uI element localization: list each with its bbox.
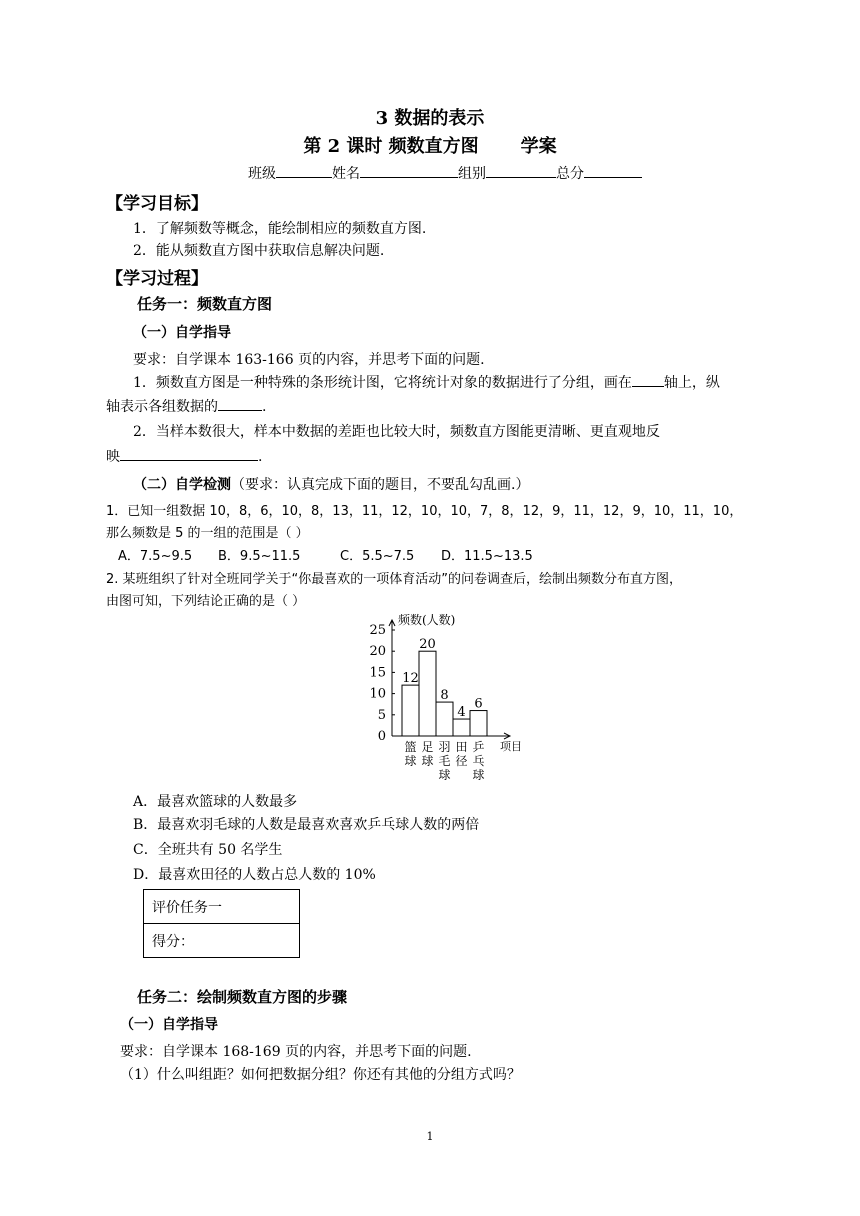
problem-1-line1: 1．已知一组数据 10，8，6，10，8，13，11，12，10，10，7，8，12，9，11，12，9，10，11，10， bbox=[106, 504, 743, 519]
bar-value-label: 6 bbox=[474, 696, 483, 712]
problem-2-option-d: D．最喜欢田径的人数占总人数的 10% bbox=[133, 867, 376, 883]
category-label-char: 球 bbox=[404, 754, 417, 768]
category-label-char: 足 bbox=[421, 740, 434, 754]
goal-item-1: 1．了解频数等概念，能绘制相应的频数直方图. bbox=[133, 221, 427, 237]
task1-title: 任务一：频数直方图 bbox=[137, 295, 273, 313]
name-label: 姓名 bbox=[332, 166, 360, 182]
y-tick-label: 15 bbox=[369, 665, 386, 681]
histogram-bar bbox=[419, 651, 436, 736]
lesson-label: 第 2 课时 频数直方图 bbox=[303, 136, 479, 157]
frequency-histogram bbox=[352, 608, 532, 790]
category-label-char: 球 bbox=[472, 768, 485, 782]
q2-blank[interactable] bbox=[120, 446, 258, 461]
total-label: 总分 bbox=[556, 166, 584, 182]
histogram-bar bbox=[470, 711, 487, 736]
y-tick-label: 20 bbox=[369, 644, 386, 660]
y-axis-label: 频数(人数) bbox=[398, 613, 456, 627]
q1-blank-data[interactable] bbox=[218, 396, 262, 411]
problem-2-line2: 由图可知，下列结论正确的是（ ） bbox=[106, 594, 306, 609]
q1-text: 1．频数直方图是一种特殊的条形统计图，它将统计对象的数据进行了分组，画在 bbox=[133, 375, 632, 391]
task2-title: 任务二：绘制频数直方图的步骤 bbox=[137, 988, 348, 1006]
problem-2-option-b: B．最喜欢羽毛球的人数是最喜欢喜欢乒乓球人数的两倍 bbox=[133, 817, 480, 833]
self-check-requirement: （要求：认真完成下面的题目，不要乱勾乱画.） bbox=[231, 477, 530, 493]
y-tick-label: 25 bbox=[369, 623, 386, 638]
category-label-char: 乒 bbox=[472, 740, 485, 754]
category-label-char: 羽 bbox=[438, 740, 451, 754]
page-title: 3 数据的表示 bbox=[375, 108, 485, 129]
problem-2-option-c: C．全班共有 50 名学生 bbox=[133, 842, 283, 858]
task1-requirement: 要求：自学课本 163-166 页的内容，并思考下面的问题. bbox=[133, 352, 485, 368]
histogram-bar bbox=[402, 685, 419, 736]
task1-question-1-line1 bbox=[133, 372, 720, 392]
problem-1-option-d: D．11.5~13.5 bbox=[441, 549, 533, 564]
y-tick-label: 5 bbox=[377, 707, 386, 723]
evaluation-label: 评价任务一 bbox=[144, 890, 300, 924]
task1-question-1-line2 bbox=[106, 396, 266, 416]
histogram-bar bbox=[436, 702, 453, 736]
y-tick-label: 0 bbox=[377, 729, 386, 744]
self-check-heading-line bbox=[133, 474, 529, 494]
score-field[interactable]: 得分： bbox=[144, 924, 300, 958]
self-check-title: （二）自学检测 bbox=[133, 477, 231, 493]
histogram-bar bbox=[453, 719, 470, 736]
q1-text-2: 轴表示各组数据的 bbox=[106, 399, 218, 415]
category-label-char: 田 bbox=[455, 740, 468, 754]
problem-1-option-c: C．5.5~7.5 bbox=[340, 549, 415, 564]
process-heading: 【学习过程】 bbox=[106, 269, 208, 289]
page-subtitle bbox=[0, 132, 860, 158]
category-label-char: 球 bbox=[438, 768, 451, 782]
class-label: 班级 bbox=[248, 166, 276, 182]
bar-value-label: 8 bbox=[440, 688, 449, 704]
problem-1-option-a: A．7.5~9.5 bbox=[118, 549, 193, 564]
category-label-char: 球 bbox=[421, 754, 434, 768]
task2-question-1: （1）什么叫组距？如何把数据分组？你还有其他的分组方式吗？ bbox=[120, 1067, 521, 1083]
task1-question-2-line1: 2．当样本数很大，样本中数据的差距也比较大时，频数直方图能更清晰、更直观地反 bbox=[133, 424, 660, 440]
problem-2-line1: 2. 某班组织了针对全班同学关于“你最喜欢的一项体育活动”的问卷调查后，绘制出频数分布直方图， bbox=[106, 572, 683, 587]
q1-text-cont: 轴上，纵 bbox=[663, 375, 720, 391]
problem-1-option-b: B．9.5~11.5 bbox=[218, 549, 301, 564]
category-label-char: 篮 bbox=[404, 740, 417, 754]
q1-period: . bbox=[262, 399, 267, 415]
total-field[interactable] bbox=[584, 163, 642, 178]
doc-type-label: 学案 bbox=[520, 136, 557, 157]
task2-self-study-heading: （一）自学指导 bbox=[120, 1017, 218, 1033]
class-field[interactable] bbox=[276, 163, 332, 178]
group-field[interactable] bbox=[486, 163, 556, 178]
category-label-char: 乓 bbox=[472, 754, 485, 768]
q2-period: . bbox=[258, 449, 263, 465]
group-label: 组别 bbox=[458, 166, 486, 182]
bar-value-label: 4 bbox=[457, 705, 466, 721]
q1-blank-axis[interactable] bbox=[632, 372, 664, 387]
task1-self-study-heading: （一）自学指导 bbox=[133, 325, 231, 341]
name-field[interactable] bbox=[360, 163, 458, 178]
x-axis-label: 项目 bbox=[500, 740, 522, 753]
task1-evaluation-table bbox=[143, 889, 300, 958]
y-tick-label: 10 bbox=[369, 686, 386, 702]
problem-1-line2: 那么频数是 5 的一组的范围是（ ） bbox=[106, 526, 309, 541]
task2-requirement: 要求：自学课本 168-169 页的内容，并思考下面的问题. bbox=[120, 1044, 472, 1060]
bar-value-label: 12 bbox=[402, 671, 419, 687]
goal-item-2: 2．能从频数直方图中获取信息解决问题. bbox=[133, 243, 385, 259]
category-label-char: 毛 bbox=[438, 754, 451, 768]
q2-text-2: 映 bbox=[106, 449, 120, 465]
page-number: 1 bbox=[426, 1130, 434, 1143]
problem-2-option-a: A．最喜欢篮球的人数最多 bbox=[133, 794, 298, 810]
goals-heading: 【学习目标】 bbox=[106, 194, 208, 214]
bar-value-label: 20 bbox=[419, 637, 436, 653]
task1-question-2-line2 bbox=[106, 446, 262, 466]
category-label-char: 径 bbox=[455, 754, 468, 768]
student-info-line bbox=[248, 163, 642, 183]
